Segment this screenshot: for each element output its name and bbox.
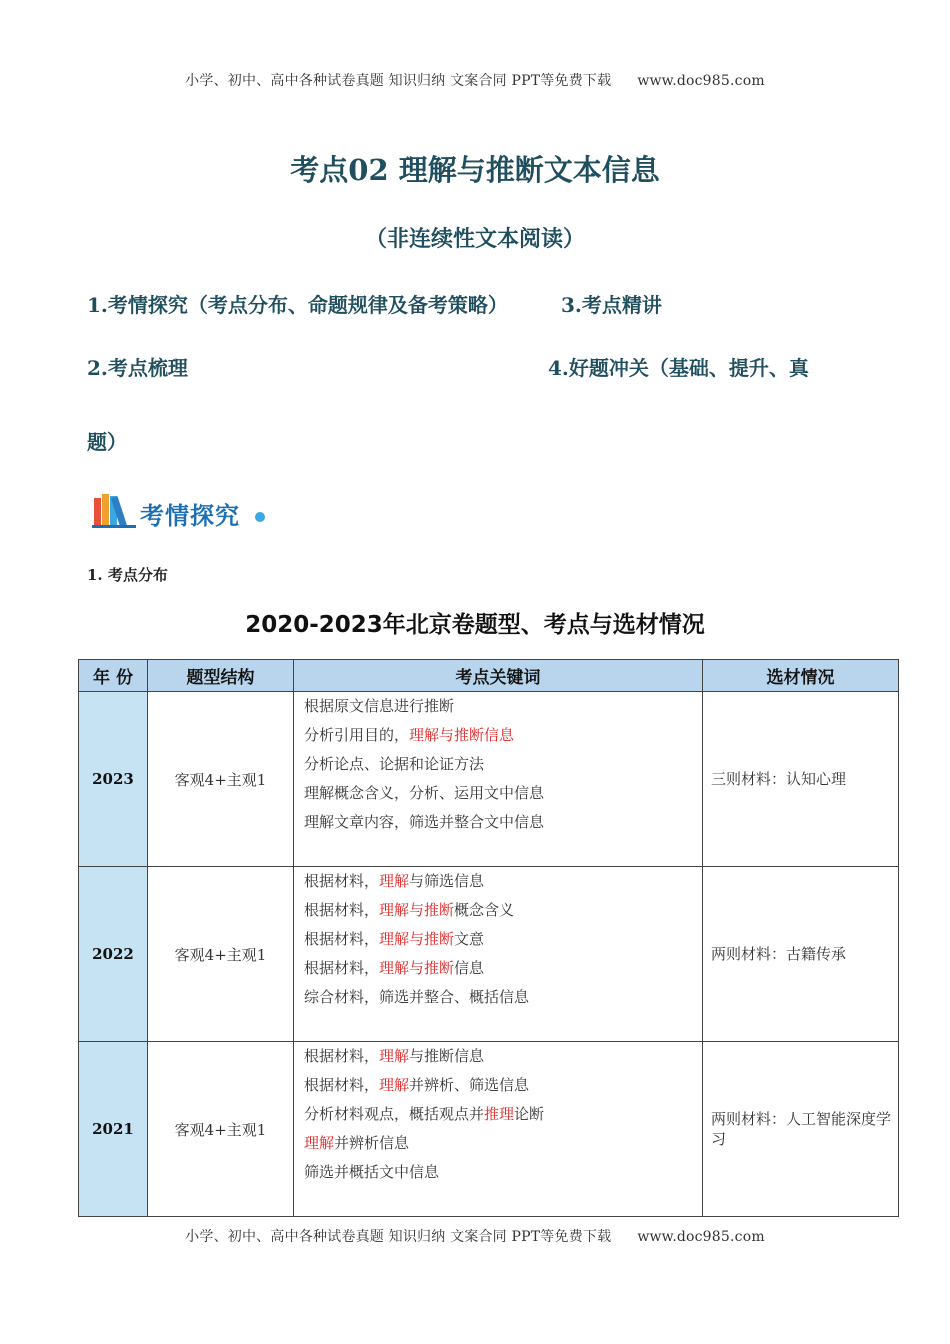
keyword-line: 分析材料观点，概括观点并推理论断 xyxy=(304,1105,545,1123)
header-text: 小学、初中、高中各种试卷真题 知识归纳 文案合同 PPT等免费下载 xyxy=(185,73,612,89)
structure-cell: 客观4+主观1 xyxy=(148,692,294,867)
keyword-line: 根据材料，理解与推断概念含义 xyxy=(304,901,515,919)
keyword-line: 根据材料，理解与推断文意 xyxy=(304,930,485,948)
material-cell: 两则材料：人工智能深度学习 xyxy=(703,1042,899,1217)
keyword-line: 根据材料，理解与推断信息 xyxy=(304,1047,485,1065)
structure-cell: 客观4+主观1 xyxy=(148,867,294,1042)
header-keywords: 考点关键词 xyxy=(294,660,703,692)
keyword-line: 筛选并概括文中信息 xyxy=(304,1163,440,1181)
keyword-line: 理解并辨析信息 xyxy=(304,1134,410,1152)
page-subtitle: （非连续性文本阅读） xyxy=(364,226,585,252)
keyword-line: 根据原文信息进行推断 xyxy=(304,697,455,715)
header-site[interactable]: www.doc985.com xyxy=(637,73,765,89)
keywords-cell xyxy=(294,692,703,867)
section-banner xyxy=(92,490,282,536)
table-row xyxy=(79,1042,899,1217)
keyword-line: 根据材料，理解与筛选信息 xyxy=(304,872,485,890)
keywords-cell xyxy=(294,867,703,1042)
year-cell: 2022 xyxy=(79,867,148,1042)
books-icon xyxy=(92,492,140,528)
toc-item-2: 2.考点梳理 xyxy=(87,356,188,380)
page-footer xyxy=(0,1226,950,1246)
page-title: 考点02 理解与推断文本信息 xyxy=(290,153,660,187)
banner-text: 考情探究 xyxy=(140,502,240,530)
footer-text: 小学、初中、高中各种试卷真题 知识归纳 文案合同 PPT等免费下载 xyxy=(185,1229,612,1245)
material-cell: 三则材料：认知心理 xyxy=(703,692,899,867)
exam-table xyxy=(78,659,899,1217)
header-structure: 题型结构 xyxy=(148,660,294,692)
table-row xyxy=(79,867,899,1042)
keyword-line: 分析论点、论据和论证方法 xyxy=(304,755,485,773)
toc-item-4-continued: 题） xyxy=(87,430,127,454)
keyword-line: 综合材料，筛选并整合、概括信息 xyxy=(304,988,530,1006)
page-header xyxy=(0,70,950,90)
keyword-line: 根据材料，理解并辨析、筛选信息 xyxy=(304,1076,530,1094)
header-material: 选材情况 xyxy=(703,660,899,692)
header-year: 年 份 xyxy=(79,660,148,692)
toc-item-3: 3.考点精讲 xyxy=(561,293,662,317)
table-title: 2020-2023年北京卷题型、考点与选材情况 xyxy=(245,612,705,638)
section-heading: 1. 考点分布 xyxy=(87,566,168,584)
keyword-line: 理解概念含义，分析、运用文中信息 xyxy=(304,784,545,802)
toc-item-1: 1.考情探究（考点分布、命题规律及备考策略） xyxy=(87,293,508,317)
keywords-cell xyxy=(294,1042,703,1217)
footer-site[interactable]: www.doc985.com xyxy=(637,1229,765,1245)
toc-item-4: 4.好题冲关（基础、提升、真 xyxy=(548,356,809,380)
keyword-line: 根据材料，理解与推断信息 xyxy=(304,959,485,977)
table-row xyxy=(79,692,899,867)
banner-dot xyxy=(255,512,265,522)
material-cell: 两则材料：古籍传承 xyxy=(703,867,899,1042)
table-header-row xyxy=(79,660,899,692)
keyword-line: 分析引用目的，理解与推断信息 xyxy=(304,726,515,744)
year-cell: 2023 xyxy=(79,692,148,867)
year-cell: 2021 xyxy=(79,1042,148,1217)
keyword-line: 理解文章内容，筛选并整合文中信息 xyxy=(304,813,545,831)
structure-cell: 客观4+主观1 xyxy=(148,1042,294,1217)
